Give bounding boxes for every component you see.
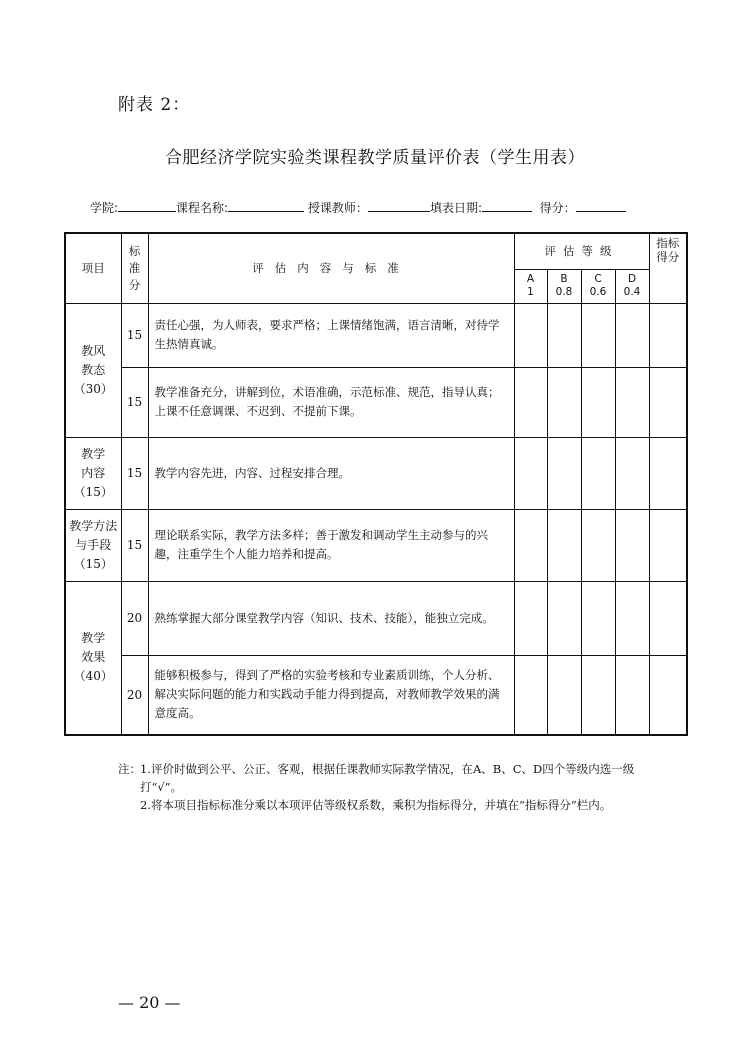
header-item: 项目: [65, 233, 121, 303]
course-label: 课程名称:: [176, 201, 229, 215]
content-cell: 能够积极参与，得到了严格的实验考核和专业素质训练，个人分析、解决实际问题的能力和实践动手能力得到提高，对教师教学效果的满意度高。: [148, 655, 514, 735]
grade-c-checkbox[interactable]: [581, 303, 615, 367]
grade-c-weight: 0.6: [589, 286, 607, 298]
grade-b-letter: B: [560, 273, 568, 285]
grade-c-letter: C: [594, 273, 602, 285]
header-content-standard: 评估内容与标准: [148, 233, 514, 303]
grade-c-checkbox[interactable]: [581, 655, 615, 735]
grade-b-checkbox[interactable]: [547, 581, 581, 655]
standard-score-cell: 15: [121, 367, 148, 437]
grade-b-weight: 0.8: [555, 286, 573, 298]
index-score-cell[interactable]: [649, 655, 687, 735]
table-row: [65, 509, 687, 581]
grade-d-checkbox[interactable]: [615, 303, 649, 367]
grade-c: [581, 269, 615, 303]
header-index-score: 指标得分: [649, 233, 687, 303]
page-number: — 20 —: [118, 993, 181, 1012]
standard-score-cell: 15: [121, 437, 148, 509]
table-row: [65, 437, 687, 509]
score-blank[interactable]: [576, 200, 626, 212]
grade-a-checkbox[interactable]: [514, 581, 547, 655]
content-cell: 熟练掌握大部分课堂教学内容（知识、技术、技能），能独立完成。: [148, 581, 514, 655]
standard-score-cell: 15: [121, 303, 148, 367]
header-grade: 评估等级: [514, 233, 649, 269]
header-row: [65, 233, 687, 269]
grade-b: [547, 269, 581, 303]
grade-b-checkbox[interactable]: [547, 655, 581, 735]
note-item: [118, 760, 648, 796]
grade-d-checkbox[interactable]: [615, 437, 649, 509]
item-cell-teaching-style: 教风 教态 （30）: [65, 303, 121, 437]
grade-c-checkbox[interactable]: [581, 437, 615, 509]
grade-c-checkbox[interactable]: [581, 367, 615, 437]
note-text-1: 1.评价时做到公平、公正、客观，根据任课教师实际教学情况，在A、B、C、D四个等级内选一级打“√”。: [140, 762, 635, 794]
index-score-cell[interactable]: [649, 581, 687, 655]
date-blank[interactable]: [482, 200, 532, 212]
content-cell: 责任心强，为人师表，要求严格；上课情绪饱满，语言清晰，对待学生热情真诚。: [148, 303, 514, 367]
grade-a-checkbox[interactable]: [514, 437, 547, 509]
note-text-2: 2.将本项目指标标准分乘以本项评估等级权系数，乘积为指标得分，并填在“指标得分”栏内。: [140, 798, 612, 812]
item-cell-teaching-effect: 教学 效果 （40）: [65, 581, 121, 735]
grade-d-checkbox[interactable]: [615, 581, 649, 655]
table-row: [65, 367, 687, 437]
grade-a-checkbox[interactable]: [514, 303, 547, 367]
table-row: [65, 581, 687, 655]
form-meta-line: [90, 199, 626, 216]
grade-b-checkbox[interactable]: [547, 509, 581, 581]
item-cell-teaching-content: 教学 内容 （15）: [65, 437, 121, 509]
index-score-cell[interactable]: [649, 367, 687, 437]
grade-a-checkbox[interactable]: [514, 655, 547, 735]
standard-score-cell: 15: [121, 509, 148, 581]
grade-a-letter: A: [526, 273, 535, 285]
grade-a: [514, 269, 547, 303]
table-row: [65, 655, 687, 735]
standard-score-cell: 20: [121, 655, 148, 735]
grade-d-checkbox[interactable]: [615, 509, 649, 581]
grade-a-checkbox[interactable]: [514, 509, 547, 581]
notes-label: 注：: [118, 762, 141, 776]
grade-a-weight: 1: [527, 286, 534, 298]
score-label: 得分：: [539, 201, 576, 215]
date-label: 填表日期:: [429, 201, 482, 215]
grade-d-checkbox[interactable]: [615, 655, 649, 735]
item-cell-teaching-methods: 教学方法 与手段 （15）: [65, 509, 121, 581]
teacher-blank[interactable]: [368, 200, 430, 212]
grade-b-checkbox[interactable]: [547, 303, 581, 367]
evaluation-table: [64, 232, 688, 736]
grade-a-checkbox[interactable]: [514, 367, 547, 437]
content-cell: 理论联系实际，教学方法多样；善于激发和调动学生主动参与的兴趣，注重学生个人能力培养和提高。: [148, 509, 514, 581]
form-title: 合肥经济学院实验类课程教学质量评价表（学生用表）: [165, 148, 585, 168]
grade-d-weight: 0.4: [623, 286, 641, 298]
notes-section: [118, 760, 648, 814]
grade-d: [615, 269, 649, 303]
grade-d-letter: D: [627, 273, 637, 285]
teacher-label: 授课教师：: [307, 201, 368, 215]
note-item: [118, 796, 648, 814]
grade-c-checkbox[interactable]: [581, 581, 615, 655]
standard-score-cell: 20: [121, 581, 148, 655]
grade-c-checkbox[interactable]: [581, 509, 615, 581]
college-label: 学院:: [90, 201, 119, 215]
grade-b-checkbox[interactable]: [547, 367, 581, 437]
grade-b-checkbox[interactable]: [547, 437, 581, 509]
course-blank[interactable]: [228, 200, 304, 212]
index-score-cell[interactable]: [649, 509, 687, 581]
appendix-label: 附表 2：: [118, 95, 191, 115]
index-score-cell[interactable]: [649, 303, 687, 367]
college-blank[interactable]: [118, 200, 176, 212]
table-row: [65, 303, 687, 367]
content-cell: 教学内容先进，内容、过程安排合理。: [148, 437, 514, 509]
header-standard-score: 标准分: [121, 233, 148, 303]
grade-d-checkbox[interactable]: [615, 367, 649, 437]
index-score-cell[interactable]: [649, 437, 687, 509]
content-cell: 教学准备充分，讲解到位，术语准确，示范标准、规范，指导认真；上课不任意调课、不迟到、不提前下课。: [148, 367, 514, 437]
